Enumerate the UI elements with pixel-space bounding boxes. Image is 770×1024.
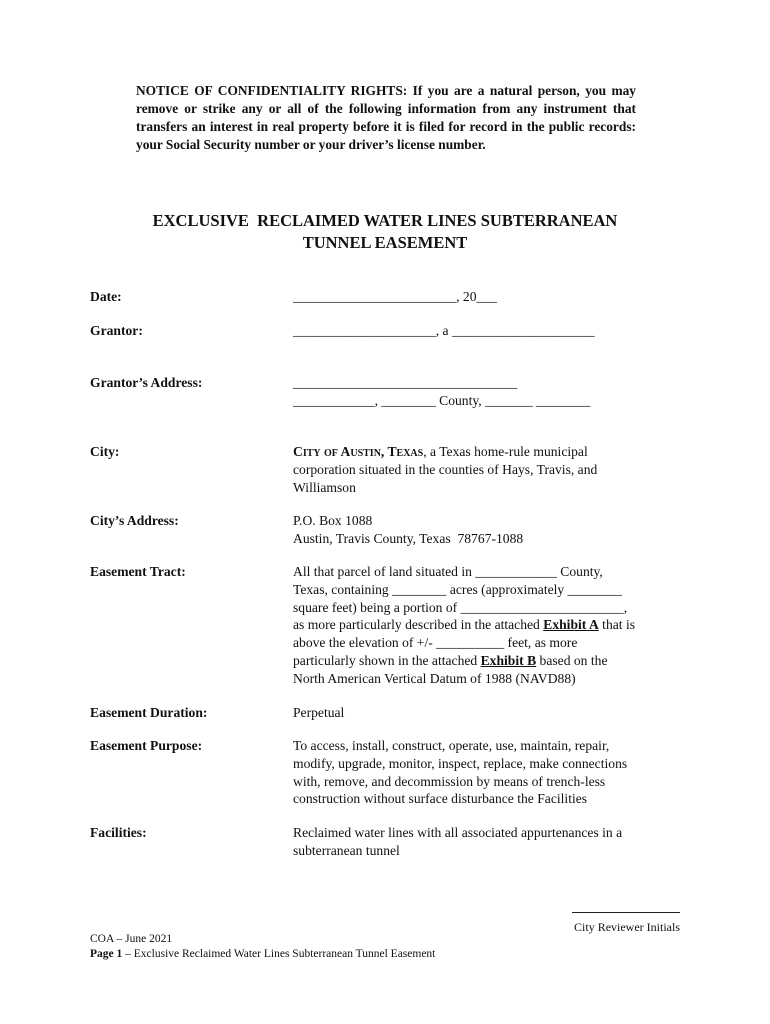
city-line-2: corporation situated in the counties of Hays, Travis, and — [293, 461, 598, 477]
city-value — [293, 443, 678, 496]
easement-purpose-value — [293, 737, 678, 808]
tract-line-1: All that parcel of land situated in ____________ County, — [293, 564, 603, 579]
tract-line-4-pre: as more particularly described in the attached — [293, 617, 544, 633]
footer-revision: COA – June 2021 — [90, 933, 173, 945]
tract-line-6-post: based on the — [536, 652, 608, 668]
tract-line-6-pre: particularly shown in the attached — [293, 652, 481, 668]
grantor-value: _____________________, a _____________________ — [293, 323, 595, 338]
grantor-address-value — [293, 374, 678, 410]
city-line-3: Williamson — [293, 479, 356, 495]
exhibit-b-reference: Exhibit B — [480, 652, 537, 668]
tract-line-2: Texas, containing ________ acres (approximately ________ — [293, 581, 622, 597]
date-label: Date: — [90, 289, 122, 304]
purpose-line-3: with, remove, and decommission by means of trench-less — [293, 773, 606, 789]
easement-tract-value — [293, 563, 678, 688]
city-label: City: — [90, 444, 120, 459]
facilities-line-2: subterranean tunnel — [293, 842, 400, 858]
initials-signature-line — [572, 912, 680, 913]
easement-duration-value: Perpetual — [293, 705, 345, 720]
facilities-line-1: Reclaimed water lines with all associated appurtenances in a — [293, 825, 623, 840]
date-value: ________________________, 20___ — [293, 289, 497, 304]
easement-duration-label: Easement Duration: — [90, 705, 208, 720]
city-name: City of Austin, Texas — [293, 444, 424, 459]
facilities-value — [293, 824, 678, 860]
reviewer-initials-block — [572, 903, 680, 935]
facilities-label: Facilities: — [90, 825, 147, 840]
easement-purpose-label: Easement Purpose: — [90, 738, 203, 753]
tract-line-3: square feet) being a portion of ________________________, — [293, 599, 628, 615]
title-line-1: EXCLUSIVE RECLAIMED WATER LINES SUBTERRANEAN — [152, 211, 618, 230]
grantor-address-line-1: _________________________________ — [293, 375, 518, 390]
city-address-label: City’s Address: — [90, 513, 179, 528]
grantor-address-label: Grantor’s Address: — [90, 375, 203, 390]
page-footer — [90, 932, 435, 962]
easement-tract-label: Easement Tract: — [90, 564, 186, 579]
purpose-line-2: modify, upgrade, monitor, inspect, replace, make connections — [293, 755, 628, 771]
tract-line-5: above the elevation of +/- __________ feet, as more — [293, 635, 578, 651]
exhibit-a-reference: Exhibit A — [543, 617, 599, 633]
city-address-value — [293, 512, 678, 548]
grantor-address-line-2: ____________, ________ County, _______ ________ — [293, 392, 591, 408]
grantor-label: Grantor: — [90, 323, 143, 338]
footer-document-name: – Exclusive Reclaimed Water Lines Subterranean Tunnel Easement — [122, 948, 436, 960]
tract-line-7: North American Vertical Datum of 1988 (NAVD88) — [293, 670, 576, 686]
confidentiality-notice: NOTICE OF CONFIDENTIALITY RIGHTS: If you are a natural person, you may remove or strike any or all of the following information from any instrument that transfers an interest in real property before it is filed for record in the public records: your Social Security number or your driver’s license number. — [136, 83, 636, 152]
document-title — [90, 210, 680, 254]
city-address-line-1: P.O. Box 1088 — [293, 513, 373, 528]
city-address-line-2: Austin, Travis County, Texas 78767-1088 — [293, 530, 524, 546]
reviewer-initials-label: City Reviewer Initials — [574, 920, 680, 934]
city-line-1-rest: , a Texas home-rule municipal — [423, 444, 588, 459]
footer-page-number: Page 1 — [90, 948, 123, 960]
tract-line-4-post: that is — [598, 617, 636, 633]
purpose-line-1: To access, install, construct, operate, use, maintain, repair, — [293, 738, 610, 753]
purpose-line-4: construction without surface disturbance the Facilities — [293, 791, 588, 807]
title-line-2: TUNNEL EASEMENT — [302, 233, 468, 252]
